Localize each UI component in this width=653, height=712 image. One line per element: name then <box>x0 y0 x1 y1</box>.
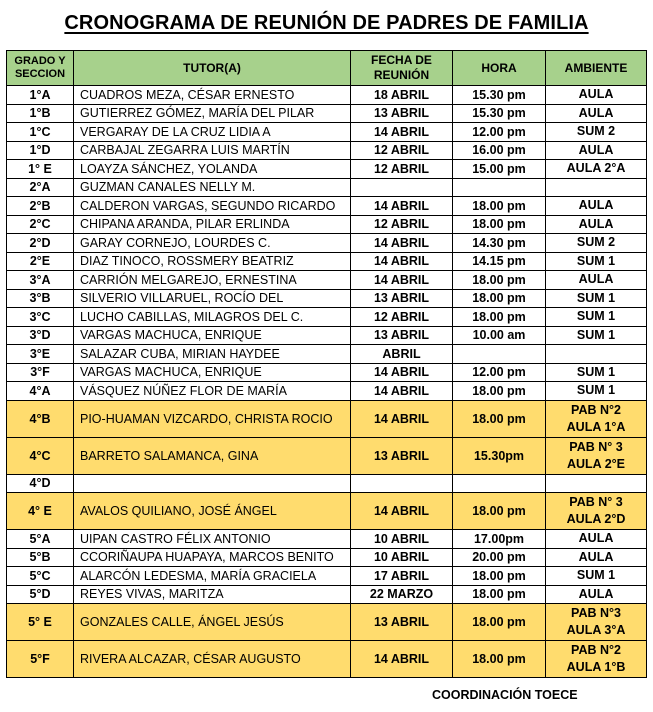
cell-ambiente <box>546 493 647 530</box>
cell-tutor: SALAZAR CUBA, MIRIAN HAYDEE <box>74 345 351 364</box>
header-row <box>7 51 647 86</box>
cell-fecha: 14 ABRIL <box>351 382 453 401</box>
cell-ambiente <box>546 382 647 401</box>
cell-hora: 18.00 pm <box>453 604 546 641</box>
cell-hora: 15.30pm <box>453 437 546 474</box>
cell-ambiente <box>546 86 647 105</box>
cell-fecha: 13 ABRIL <box>351 104 453 123</box>
cell-tutor <box>74 474 351 493</box>
cell-hora: 18.00 pm <box>453 641 546 678</box>
header-fecha: FECHA DE REUNIÓN <box>351 51 453 86</box>
cell-grado: 2°A <box>7 178 74 197</box>
cell-tutor: CCORIÑAUPA HUAPAYA, MARCOS BENITO <box>74 548 351 567</box>
table-row <box>7 104 647 123</box>
cell-grado: 4°A <box>7 382 74 401</box>
footer-signature: COORDINACIÓN TOECE <box>432 688 578 702</box>
cell-fecha: 10 ABRIL <box>351 530 453 549</box>
cell-ambiente <box>546 604 647 641</box>
table-row <box>7 160 647 179</box>
cell-fecha: 14 ABRIL <box>351 252 453 271</box>
cell-tutor: GUZMAN CANALES NELLY M. <box>74 178 351 197</box>
cell-grado: 1°C <box>7 123 74 142</box>
cell-ambiente <box>546 363 647 382</box>
cell-tutor: PIO-HUAMAN VIZCARDO, CHRISTA ROCIO <box>74 400 351 437</box>
ambiente-line: SUM 1 <box>576 253 616 268</box>
cell-tutor: ALARCÓN LEDESMA, MARÍA GRACIELA <box>74 567 351 586</box>
cell-tutor: GUTIERREZ GÓMEZ, MARÍA DEL PILAR <box>74 104 351 123</box>
table-row <box>7 641 647 678</box>
ambiente-line: SUM 2 <box>576 235 616 250</box>
cell-fecha: 12 ABRIL <box>351 308 453 327</box>
page-title: CRONOGRAMA DE REUNIÓN DE PADRES DE FAMILIA <box>64 12 589 34</box>
header-grado: GRADO Y SECCION <box>7 51 74 86</box>
table-row <box>7 271 647 290</box>
cell-ambiente <box>546 585 647 604</box>
cell-tutor: DIAZ TINOCO, ROSSMERY BEATRIZ <box>74 252 351 271</box>
cell-hora: 17.00pm <box>453 530 546 549</box>
cell-hora: 10.00 am <box>453 326 546 345</box>
cell-grado: 2°D <box>7 234 74 253</box>
cell-fecha: 12 ABRIL <box>351 215 453 234</box>
cell-fecha: 14 ABRIL <box>351 641 453 678</box>
cell-tutor: CARBAJAL ZEGARRA LUIS MARTÍN <box>74 141 351 160</box>
cell-hora <box>453 178 546 197</box>
cell-hora <box>453 474 546 493</box>
cell-fecha: 13 ABRIL <box>351 326 453 345</box>
table-row <box>7 604 647 641</box>
cell-grado: 3°E <box>7 345 74 364</box>
table-row <box>7 530 647 549</box>
cell-tutor: LUCHO CABILLAS, MILAGROS DEL C. <box>74 308 351 327</box>
cell-hora: 18.00 pm <box>453 197 546 216</box>
table-row <box>7 474 647 493</box>
cell-ambiente <box>546 548 647 567</box>
cell-tutor: LOAYZA SÁNCHEZ, YOLANDA <box>74 160 351 179</box>
cell-ambiente <box>546 308 647 327</box>
cell-hora: 15.30 pm <box>453 86 546 105</box>
cell-grado: 2°C <box>7 215 74 234</box>
cell-ambiente <box>546 252 647 271</box>
cell-grado: 4°D <box>7 474 74 493</box>
cell-hora: 18.00 pm <box>453 585 546 604</box>
ambiente-line: SUM 1 <box>576 383 616 398</box>
table-row <box>7 141 647 160</box>
cell-tutor: GARAY CORNEJO, LOURDES C. <box>74 234 351 253</box>
cell-fecha <box>351 178 453 197</box>
ambiente-line: AULA 3°A <box>566 623 626 637</box>
cell-fecha: 14 ABRIL <box>351 400 453 437</box>
cell-hora: 20.00 pm <box>453 548 546 567</box>
cell-fecha: 12 ABRIL <box>351 141 453 160</box>
table-row <box>7 197 647 216</box>
cell-grado: 5° E <box>7 604 74 641</box>
ambiente-line: AULA <box>578 87 614 102</box>
cell-grado: 1°B <box>7 104 74 123</box>
ambiente-line: AULA <box>578 586 614 601</box>
ambiente-line: AULA <box>578 105 614 120</box>
cell-grado: 3°A <box>7 271 74 290</box>
cell-grado: 5°A <box>7 530 74 549</box>
ambiente-line: SUM 1 <box>576 568 616 583</box>
cell-hora: 18.00 pm <box>453 493 546 530</box>
ambiente-line: AULA 1°A <box>566 419 626 434</box>
ambiente-line: PAB N°2 <box>571 402 621 417</box>
cell-fecha: 14 ABRIL <box>351 363 453 382</box>
ambiente-line: PAB N°3 <box>571 606 621 620</box>
table-body <box>7 86 647 678</box>
ambiente-line: AULA <box>578 198 614 213</box>
cell-tutor: CALDERON VARGAS, SEGUNDO RICARDO <box>74 197 351 216</box>
cell-fecha: 10 ABRIL <box>351 548 453 567</box>
table-row <box>7 567 647 586</box>
table-row <box>7 585 647 604</box>
cell-ambiente <box>546 215 647 234</box>
cell-fecha: 22 MARZO <box>351 585 453 604</box>
ambiente-line: AULA 1°B <box>566 660 626 674</box>
cell-hora: 12.00 pm <box>453 123 546 142</box>
cell-hora: 18.00 pm <box>453 215 546 234</box>
cell-grado: 5°B <box>7 548 74 567</box>
cell-ambiente <box>546 123 647 142</box>
cell-ambiente <box>546 197 647 216</box>
table-row <box>7 215 647 234</box>
cell-ambiente <box>546 437 647 474</box>
cell-hora: 18.00 pm <box>453 382 546 401</box>
cell-ambiente <box>546 530 647 549</box>
cell-tutor: CHIPANA ARANDA, PILAR ERLINDA <box>74 215 351 234</box>
cell-tutor: RIVERA ALCAZAR, CÉSAR AUGUSTO <box>74 641 351 678</box>
table-row <box>7 178 647 197</box>
cell-hora: 16.00 pm <box>453 141 546 160</box>
cell-grado: 5°C <box>7 567 74 586</box>
ambiente-line: AULA 2°D <box>566 512 626 526</box>
cell-fecha: 13 ABRIL <box>351 289 453 308</box>
cell-ambiente <box>546 474 647 493</box>
cell-fecha: 17 ABRIL <box>351 567 453 586</box>
table-row <box>7 345 647 364</box>
cell-ambiente <box>546 141 647 160</box>
cell-grado: 3°D <box>7 326 74 345</box>
ambiente-line: AULA 2°A <box>566 161 626 176</box>
cell-tutor: VERGARAY DE LA CRUZ LIDIA A <box>74 123 351 142</box>
cell-hora: 18.00 pm <box>453 289 546 308</box>
ambiente-line: AULA <box>578 531 614 546</box>
cell-fecha: 13 ABRIL <box>351 604 453 641</box>
cell-ambiente <box>546 178 647 197</box>
ambiente-line: SUM 2 <box>576 124 616 139</box>
cell-ambiente <box>546 160 647 179</box>
cell-fecha: 14 ABRIL <box>351 493 453 530</box>
cell-tutor: BARRETO SALAMANCA, GINA <box>74 437 351 474</box>
cell-hora <box>453 345 546 364</box>
table-row <box>7 400 647 437</box>
cell-tutor: SILVERIO VILLARUEL, ROCÍO DEL <box>74 289 351 308</box>
cell-ambiente <box>546 271 647 290</box>
ambiente-line: AULA <box>578 142 614 157</box>
cell-tutor: VÁSQUEZ NÚÑEZ FLOR DE MARÍA <box>74 382 351 401</box>
cell-grado: 1° E <box>7 160 74 179</box>
ambiente-line: AULA <box>578 549 614 564</box>
cell-hora: 18.00 pm <box>453 308 546 327</box>
cell-hora: 14.15 pm <box>453 252 546 271</box>
cell-fecha: 18 ABRIL <box>351 86 453 105</box>
cell-fecha: 14 ABRIL <box>351 197 453 216</box>
table-row <box>7 234 647 253</box>
cell-grado: 5°F <box>7 641 74 678</box>
cell-grado: 4°B <box>7 400 74 437</box>
cell-hora: 15.00 pm <box>453 160 546 179</box>
schedule-table <box>6 50 647 678</box>
ambiente-line: SUM 1 <box>576 327 616 342</box>
cell-ambiente <box>546 326 647 345</box>
table-row <box>7 123 647 142</box>
ambiente-line: AULA <box>578 216 614 231</box>
cell-fecha: 13 ABRIL <box>351 437 453 474</box>
table-row <box>7 326 647 345</box>
cell-grado: 4°C <box>7 437 74 474</box>
cell-fecha: 14 ABRIL <box>351 271 453 290</box>
cell-grado: 3°C <box>7 308 74 327</box>
ambiente-line: AULA <box>578 272 614 287</box>
header-hora: HORA <box>453 51 546 86</box>
cell-grado: 2°B <box>7 197 74 216</box>
table-row <box>7 548 647 567</box>
cell-grado: 5°D <box>7 585 74 604</box>
ambiente-line: SUM 1 <box>576 309 616 324</box>
ambiente-line: SUM 1 <box>576 290 616 305</box>
cell-ambiente <box>546 641 647 678</box>
cell-tutor: GONZALES CALLE, ÁNGEL JESÚS <box>74 604 351 641</box>
cell-tutor: VARGAS MACHUCA, ENRIQUE <box>74 326 351 345</box>
table-row <box>7 382 647 401</box>
cell-hora: 18.00 pm <box>453 271 546 290</box>
cell-ambiente <box>546 289 647 308</box>
cell-ambiente <box>546 400 647 437</box>
cell-hora: 15.30 pm <box>453 104 546 123</box>
cell-grado: 3°B <box>7 289 74 308</box>
cell-grado: 4° E <box>7 493 74 530</box>
cell-fecha: 12 ABRIL <box>351 160 453 179</box>
table-row <box>7 493 647 530</box>
table-row <box>7 437 647 474</box>
cell-fecha: 14 ABRIL <box>351 234 453 253</box>
cell-ambiente <box>546 234 647 253</box>
cell-hora: 12.00 pm <box>453 363 546 382</box>
cell-ambiente <box>546 567 647 586</box>
ambiente-line: SUM 1 <box>576 364 616 379</box>
table-row <box>7 86 647 105</box>
cell-tutor: AVALOS QUILIANO, JOSÉ ÁNGEL <box>74 493 351 530</box>
cell-ambiente <box>546 104 647 123</box>
cell-tutor: CUADROS MEZA, CÉSAR ERNESTO <box>74 86 351 105</box>
cell-grado: 1°A <box>7 86 74 105</box>
cell-tutor: VARGAS MACHUCA, ENRIQUE <box>74 363 351 382</box>
ambiente-line: PAB N° 3 <box>569 439 623 454</box>
table-row <box>7 308 647 327</box>
cell-fecha <box>351 474 453 493</box>
cell-hora: 14.30 pm <box>453 234 546 253</box>
table-row <box>7 252 647 271</box>
cell-fecha: 14 ABRIL <box>351 123 453 142</box>
table-row <box>7 363 647 382</box>
cell-tutor: CARRIÓN MELGAREJO, ERNESTINA <box>74 271 351 290</box>
cell-hora: 18.00 pm <box>453 400 546 437</box>
header-ambiente: AMBIENTE <box>546 51 647 86</box>
ambiente-line: PAB N° 3 <box>569 495 623 509</box>
cell-ambiente <box>546 345 647 364</box>
cell-fecha: ABRIL <box>351 345 453 364</box>
header-tutor: TUTOR(A) <box>74 51 351 86</box>
table-row <box>7 289 647 308</box>
cell-tutor: REYES VIVAS, MARITZA <box>74 585 351 604</box>
cell-grado: 1°D <box>7 141 74 160</box>
cell-grado: 2°E <box>7 252 74 271</box>
cell-grado: 3°F <box>7 363 74 382</box>
ambiente-line: PAB N°2 <box>571 643 621 657</box>
cell-hora: 18.00 pm <box>453 567 546 586</box>
ambiente-line: AULA 2°E <box>566 456 625 471</box>
cell-tutor: UIPAN CASTRO FÉLIX ANTONIO <box>74 530 351 549</box>
